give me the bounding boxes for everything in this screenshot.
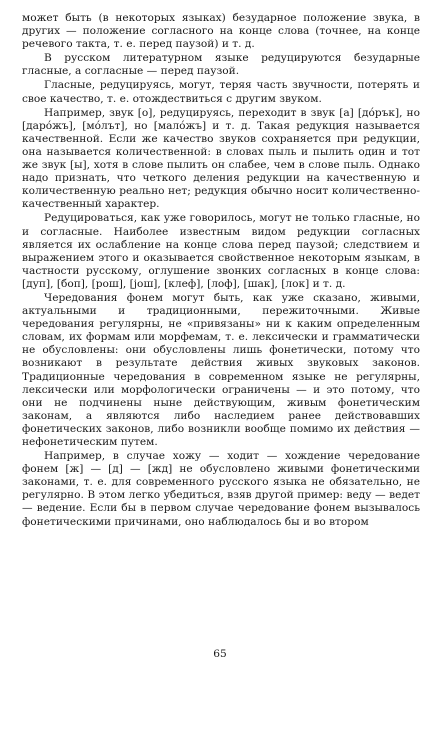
paragraph: Например, в случае хожу — ходит — хождение чередование фонем [ж] — [д] — [жд] не обусловлено живыми фонетическими законами, т. е. для современного русского языка не обязательно, не регулярно. В этом легко убедиться, взяв другой пример: веду — ведет — ведение. Если бы в первом случае чередование фонем вызывалось фонетическими причинами, оно наблюдалось бы и во втором [22,450,420,528]
paragraph: Чередования фонем могут быть, как уже сказано, живыми, актуальными и традиционными, пережиточными. Живые чередования регулярны, не «привязаны» ни к каким определенным словам, их формам или морфемам, т. е. лексически и грамматически не обусловлены: они обусловлены лишь фонетически, потому что возникают в результате действия живых звуковых законов. Традиционные чередования в современном языке не регулярны, лексически или морфологически ограничены — и это потому, что они не подчинены ныне действующим, живым фонетическим законам, а являются либо наследием ранее действовавших фонетических законов, либо возникли вообще помимо их действия — нефонетическим путем. [22,291,420,448]
paragraph: может быть (в некоторых языках) безударное положение звука, в других — положение согласного на конце слова (точнее, на конце речевого такта, т. е. перед паузой) и т. д. [22,12,420,51]
paragraph: Например, звук [о], редуцируясь, переходит в звук [а] [до́рък], но [даро́жъ], [мо́лът], но [мало́жъ] и т. д. Такая редукция называется качественной. Если же качество звуков сохраняется при редукции, она называется количественной: в словах пыль и пылить один и тот же звук [ы], хотя в слове пылить он слабее, чем в слове пыль. Однако надо признать, что четкого деления редукции на качественную и количественную реально нет; редукция обычно носит количественно-качественный характер. [22,106,420,211]
paragraph: В русском литературном языке редуцируются безударные гласные, а согласные — перед паузой. [22,52,420,78]
paragraph: Редуцироваться, как уже говорилось, могут не только гласные, но и согласные. Наиболее известным видом редукции согласных является их ослабление на конце слова перед паузой; следствием и выражением этого и оказывается свойственное некоторым языкам, в частности русскому, оглушение звонких согласных в конце слова: [дуп], [боп], [рош], [још], [клеф], [лоф], [шак], [лок] и т. д. [22,212,420,290]
page-number: 65 [213,648,227,660]
page-body [22,12,420,529]
paragraph: Гласные, редуцируясь, могут, теряя часть звучности, потерять и свое качество, т. е. отождествиться с другим звуком. [22,79,420,105]
